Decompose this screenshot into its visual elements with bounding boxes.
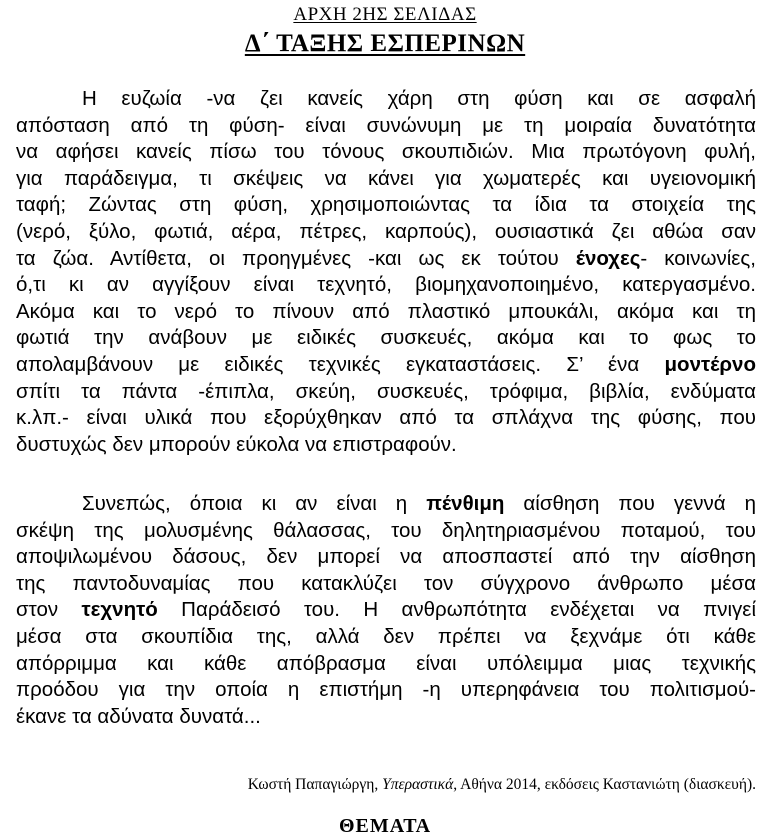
bold-word: τεχνητό (81, 598, 158, 622)
text-segment: Συνεπώς, όποια κι αν είναι η (82, 492, 427, 515)
text-line (16, 491, 756, 518)
text-segment: Ακόμα και το νερό το πίνουν από πλαστικό μπουκάλι, ακόμα και τη (16, 299, 756, 323)
text-line (16, 432, 756, 459)
text-line (16, 379, 756, 406)
text-segment: ό,τι κι αν αγγίξουν είναι τεχνητό, βιομηχανοποιημένο, κατεργασμένο. (16, 273, 756, 297)
text-segment: αίσθηση που γεννά η (504, 492, 756, 515)
text-line (16, 113, 756, 140)
text-line (16, 405, 756, 432)
text-segment: σπίτι τα πάντα -έπιπλα, σκεύη, συσκευές, τρόφιμα, βιβλία, ενδύματα (16, 379, 756, 403)
text-line (16, 325, 756, 352)
text-segment: (νερό, ξύλο, φωτιά, αέρα, πέτρες, καρπούς), ουσιαστικά ζει αθώα σαν (16, 219, 756, 243)
text-segment: αποψιλωμένου δάσους, δεν μπορεί να αποσπαστεί από την αίσθηση (16, 545, 756, 569)
text-segment: στον (16, 598, 82, 622)
text-line (16, 571, 756, 598)
text-line (16, 192, 756, 219)
text-segment: φωτιά την ανάβουν με ειδικές συσκευές, ακόμα και το φως το (16, 326, 756, 350)
text-line (16, 352, 756, 379)
text-segment: απολαμβάνουν με ειδικές τεχνικές εγκαταστάσεις. Σ’ ένα (16, 352, 665, 376)
paragraph-1 (16, 86, 756, 458)
page-marker: ΑΡΧΗ 2ΗΣ ΣΕΛΙΔΑΣ (293, 4, 477, 25)
class-title: Δ΄ ΤΑΞΗΣ ΕΣΠΕΡΙΝΩΝ (244, 30, 526, 57)
source-author: Κωστή Παπαγιώργη, (247, 776, 383, 793)
text-segment: Παράδεισό του. Η ανθρωπότητα ενδέχεται να πνιγεί (157, 598, 756, 622)
source-details: , Αθήνα 2014, εκδόσεις Καστανιώτη (διασκευή). (453, 776, 756, 793)
text-segment: της παντοδυναμίας που κατακλύζει τον σύγχρονο άνθρωπο μέσα (16, 571, 756, 595)
source-citation (248, 776, 756, 794)
text-line (16, 219, 756, 246)
text-segment: δυστυχώς δεν μπορούν εύκολα να επιστραφούν. (16, 432, 457, 456)
text-line (16, 651, 756, 678)
text-segment: προόδου για την οποία η επιστήμη -η υπερηφάνεια του πολιτισμού- (16, 678, 756, 702)
text-line (16, 518, 756, 545)
bold-word: πένθιμη (426, 492, 505, 515)
text-line (16, 597, 756, 624)
text-line (16, 139, 756, 166)
text-segment: να αφήσει κανείς πίσω του τόνους σκουπιδιών. Μια πρωτόγονη φυλή, (16, 140, 756, 164)
text-line (16, 272, 756, 299)
text-segment: σκέψη της μολυσμένης θάλασσας, του δηλητηριασμένου ποταμού, του (16, 518, 756, 542)
text-segment: κ.λπ.- είναι υλικά που εξορύχθηκαν από τα σπλάχνα της φύσης, που (16, 406, 756, 430)
text-segment: έκανε τα αδύνατα δυνατά... (16, 704, 261, 728)
text-segment: απόρριμμα και κάθε απόβρασμα είναι υπόλειμμα μιας τεχνικής (16, 651, 756, 675)
text-segment: για παράδειγμα, τι σκέψεις να κάνει για χωματερές και υγειονομική (16, 166, 756, 190)
text-line (16, 624, 756, 651)
next-section-title: ΘΕΜΑΤΑ (338, 815, 432, 837)
text-line (16, 246, 756, 273)
bold-word: ένοχες (575, 246, 641, 270)
text-line (16, 86, 756, 113)
text-line (16, 299, 756, 326)
text-segment: Η ευζωία -να ζει κανείς χάρη στη φύση και σε ασφαλή (82, 87, 756, 110)
text-line (16, 544, 756, 571)
paragraph-2 (16, 491, 756, 730)
bold-word: μοντέρνο (664, 352, 756, 376)
text-segment: τα ζώα. Αντίθετα, οι προηγμένες -και ως εκ τούτου (16, 246, 576, 270)
text-line (16, 166, 756, 193)
text-segment: απόσταση από τη φύση- είναι συνώνυμη με τη μοιραία δυνατότητα (16, 113, 756, 137)
source-work: Υπεραστικά (382, 776, 454, 793)
text-segment: ταφή; Ζώντας στη φύση, χρησιμοποιώντας τα ίδια τα στοιχεία της (16, 193, 756, 217)
text-line (16, 704, 756, 731)
text-segment: μέσα στα σκουπίδια της, αλλά δεν πρέπει να ξεχνάμε ότι κάθε (16, 624, 756, 648)
text-line (16, 677, 756, 704)
text-segment: - κοινωνίες, (640, 246, 756, 270)
